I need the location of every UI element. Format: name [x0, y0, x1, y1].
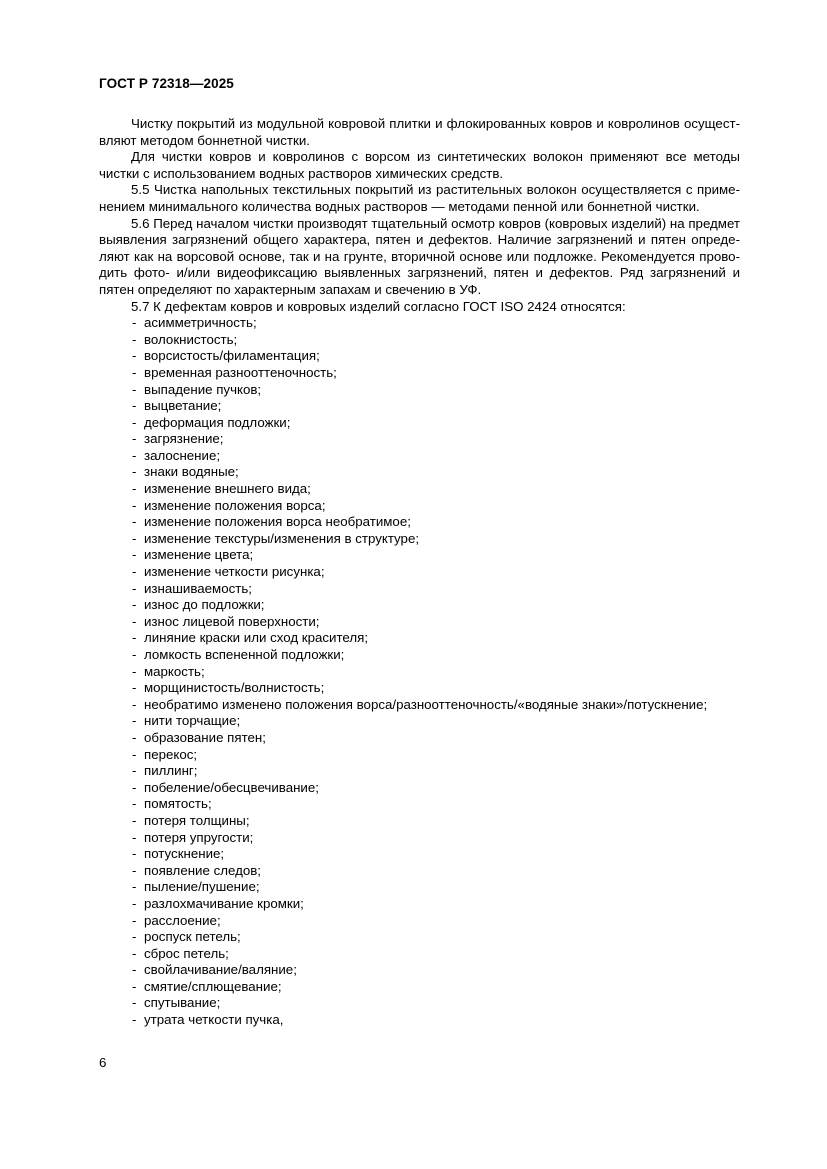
list-bullet-dash: - [132, 481, 137, 497]
list-item-text: роспуск петель; [144, 929, 241, 945]
list-bullet-dash: - [132, 978, 137, 994]
list-item-text: свойлачивание/валяние; [144, 962, 297, 978]
list-bullet-dash: - [132, 348, 137, 364]
list-item [99, 382, 740, 399]
document-header: ГОСТ Р 72318—2025 [99, 76, 234, 91]
list-item [99, 896, 740, 913]
list-bullet-dash: - [132, 829, 137, 845]
list-bullet-dash: - [132, 398, 137, 414]
list-item [99, 448, 740, 465]
list-item-text: сброс петель; [144, 945, 229, 961]
list-item-text: необратимо изменено положения ворса/разнооттеночность/«водяные знаки»/потускнение; [144, 696, 708, 712]
list-item [99, 514, 740, 531]
list-bullet-dash: - [132, 315, 137, 331]
list-item-text: перекос; [144, 746, 198, 762]
list-item [99, 498, 740, 515]
list-bullet-dash: - [132, 431, 137, 447]
list-item [99, 962, 740, 979]
paragraph-5-6: 5.6 Перед началом чистки производят тщательный осмотр ковров (ковровых изделий) на предмет выявления загрязнений общего характера, пятен и дефектов. Наличие загрязнений и пятен определяют как на ворсовой основе, так и на грунте, вторичной основе или подложке. Рекомендуется проводить фото- и/или видеофиксацию выявленных загрязнений, пятен и дефектов. Ряд загрязнений и пятен определяют по характерным запахам и свечению в УФ. [99, 215, 740, 297]
list-item-text: разлохмачивание кромки; [144, 895, 304, 911]
list-item [99, 365, 740, 382]
paragraph-bonnet-cleaning: Чистку покрытий из модульной ковровой плитки и флокированных ковров и ковролинов осуществляют методом боннетной чистки. [99, 116, 740, 148]
list-item [99, 763, 740, 780]
list-bullet-dash: - [132, 447, 137, 463]
list-bullet-dash: - [132, 597, 137, 613]
list-item [99, 597, 740, 614]
paragraph-5-7: 5.7 К дефектам ковров и ковровых изделий согласно ГОСТ ISO 2424 относятся: [131, 298, 626, 314]
list-item-text: изменение текстуры/изменения в структуре; [144, 530, 420, 546]
list-item-text: потеря упругости; [144, 829, 254, 845]
list-bullet-dash: - [132, 895, 137, 911]
list-bullet-dash: - [132, 746, 137, 762]
list-item-text: линяние краски или сход красителя; [144, 630, 369, 646]
list-item [99, 830, 740, 847]
list-item-text: образование пятен; [144, 729, 266, 745]
list-item-text: деформация подложки; [144, 414, 291, 430]
list-item-text: спутывание; [144, 995, 221, 1011]
list-bullet-dash: - [132, 680, 137, 696]
list-item [99, 730, 740, 747]
list-item-text: помятость; [144, 796, 212, 812]
list-item [99, 680, 740, 697]
list-item [99, 614, 740, 631]
list-item [99, 630, 740, 647]
list-item-text: изменение цвета; [144, 547, 254, 563]
list-bullet-dash: - [132, 779, 137, 795]
list-bullet-dash: - [132, 331, 137, 347]
list-bullet-dash: - [132, 547, 137, 563]
list-item-text: утрата четкости пучка, [144, 1012, 284, 1028]
list-item-text: асимметричность; [144, 315, 257, 331]
list-item [99, 332, 740, 349]
list-bullet-dash: - [132, 796, 137, 812]
list-bullet-dash: - [132, 497, 137, 513]
list-bullet-dash: - [132, 647, 137, 662]
list-item-text: загрязнение; [144, 431, 224, 447]
list-item [99, 481, 740, 498]
list-bullet-dash: - [132, 580, 137, 596]
defect-list [99, 315, 740, 1029]
list-item [99, 863, 740, 880]
list-item-text: износ до подложки; [144, 597, 265, 613]
list-bullet-dash: - [132, 929, 137, 945]
list-item [99, 796, 740, 813]
list-item-text: пыление/пушение; [144, 879, 260, 895]
list-bullet-dash: - [132, 564, 137, 580]
list-item-text: изнашиваемость; [144, 580, 252, 596]
list-bullet-dash: - [132, 713, 137, 729]
list-item-text: износ лицевой поверхности; [144, 613, 320, 629]
list-bullet-dash: - [132, 613, 137, 629]
list-item [99, 647, 740, 664]
list-item [99, 398, 740, 415]
list-item [99, 697, 740, 714]
list-item [99, 995, 740, 1012]
list-bullet-dash: - [132, 729, 137, 745]
list-item-text: расслоение; [144, 912, 221, 928]
list-item [99, 315, 740, 332]
list-item [99, 348, 740, 365]
document-body [99, 116, 740, 1029]
list-bullet-dash: - [132, 364, 137, 380]
list-bullet-dash: - [132, 1012, 137, 1028]
list-item-text: изменение внешнего вида; [144, 481, 311, 497]
list-item-text: изменение положения ворса необратимое; [144, 514, 411, 530]
list-item [99, 747, 740, 764]
list-bullet-dash: - [132, 862, 137, 878]
list-bullet-dash: - [132, 663, 137, 679]
list-bullet-dash: - [132, 812, 137, 828]
list-item-text: потускнение; [144, 846, 225, 862]
list-item-text: выпадение пучков; [144, 381, 262, 397]
list-item-text: нити торчащие; [144, 713, 241, 729]
list-item [99, 531, 740, 548]
list-bullet-dash: - [132, 381, 137, 397]
list-item-text: временная разнооттеночность; [144, 364, 337, 380]
list-item [99, 879, 740, 896]
list-bullet-dash: - [132, 846, 137, 862]
list-item-text: смятие/сплющевание; [144, 978, 282, 994]
list-item [99, 913, 740, 930]
list-item [99, 1012, 740, 1029]
list-item [99, 929, 740, 946]
list-item-text: появление следов; [144, 862, 261, 878]
paragraph-5-5: 5.5 Чистка напольных текстильных покрытий из растительных волокон осуществляется с применением минимального количества водных растворов — методами пенной или боннетной чистки. [99, 182, 740, 214]
list-item [99, 813, 740, 830]
list-item-text: побеление/обесцвечивание; [144, 779, 319, 795]
list-bullet-dash: - [132, 630, 137, 646]
list-bullet-dash: - [132, 414, 137, 430]
list-item-text: маркость; [144, 663, 205, 679]
list-bullet-dash: - [132, 945, 137, 961]
list-item-text: ломкость вспененной подложки; [144, 647, 345, 662]
list-item-text: залоснение; [144, 447, 221, 463]
list-bullet-dash: - [132, 879, 137, 895]
list-item-text: потеря толщины; [144, 812, 250, 828]
list-item-text: выцветание; [144, 398, 222, 414]
list-bullet-dash: - [132, 962, 137, 978]
list-item [99, 431, 740, 448]
list-item [99, 415, 740, 432]
list-item [99, 464, 740, 481]
paragraph-synthetic-fibers: Для чистки ковров и ковролинов с ворсом из синтетических волокон применяют все методы чистки с использованием водных растворов химических средств. [99, 149, 740, 181]
list-item [99, 581, 740, 598]
list-item-text: волокнистость; [144, 331, 238, 347]
list-item-text: морщинистость/волнистость; [144, 680, 325, 696]
list-item [99, 547, 740, 564]
list-bullet-dash: - [132, 995, 137, 1011]
list-bullet-dash: - [132, 912, 137, 928]
page-number: 6 [99, 1055, 107, 1070]
list-bullet-dash: - [132, 464, 137, 480]
list-item-text: изменение четкости рисунка; [144, 564, 325, 580]
list-item [99, 946, 740, 963]
list-item [99, 564, 740, 581]
list-item [99, 846, 740, 863]
list-bullet-dash: - [132, 763, 137, 779]
list-item-text: знаки водяные; [144, 464, 239, 480]
list-item [99, 979, 740, 996]
list-item [99, 713, 740, 730]
list-item-text: изменение положения ворса; [144, 497, 326, 513]
list-bullet-dash: - [132, 696, 137, 712]
list-item [99, 780, 740, 797]
list-bullet-dash: - [132, 514, 137, 530]
list-item-text: пиллинг; [144, 763, 198, 779]
list-item-text: ворсистость/филаментация; [144, 348, 320, 364]
list-bullet-dash: - [132, 530, 137, 546]
list-item [99, 664, 740, 681]
